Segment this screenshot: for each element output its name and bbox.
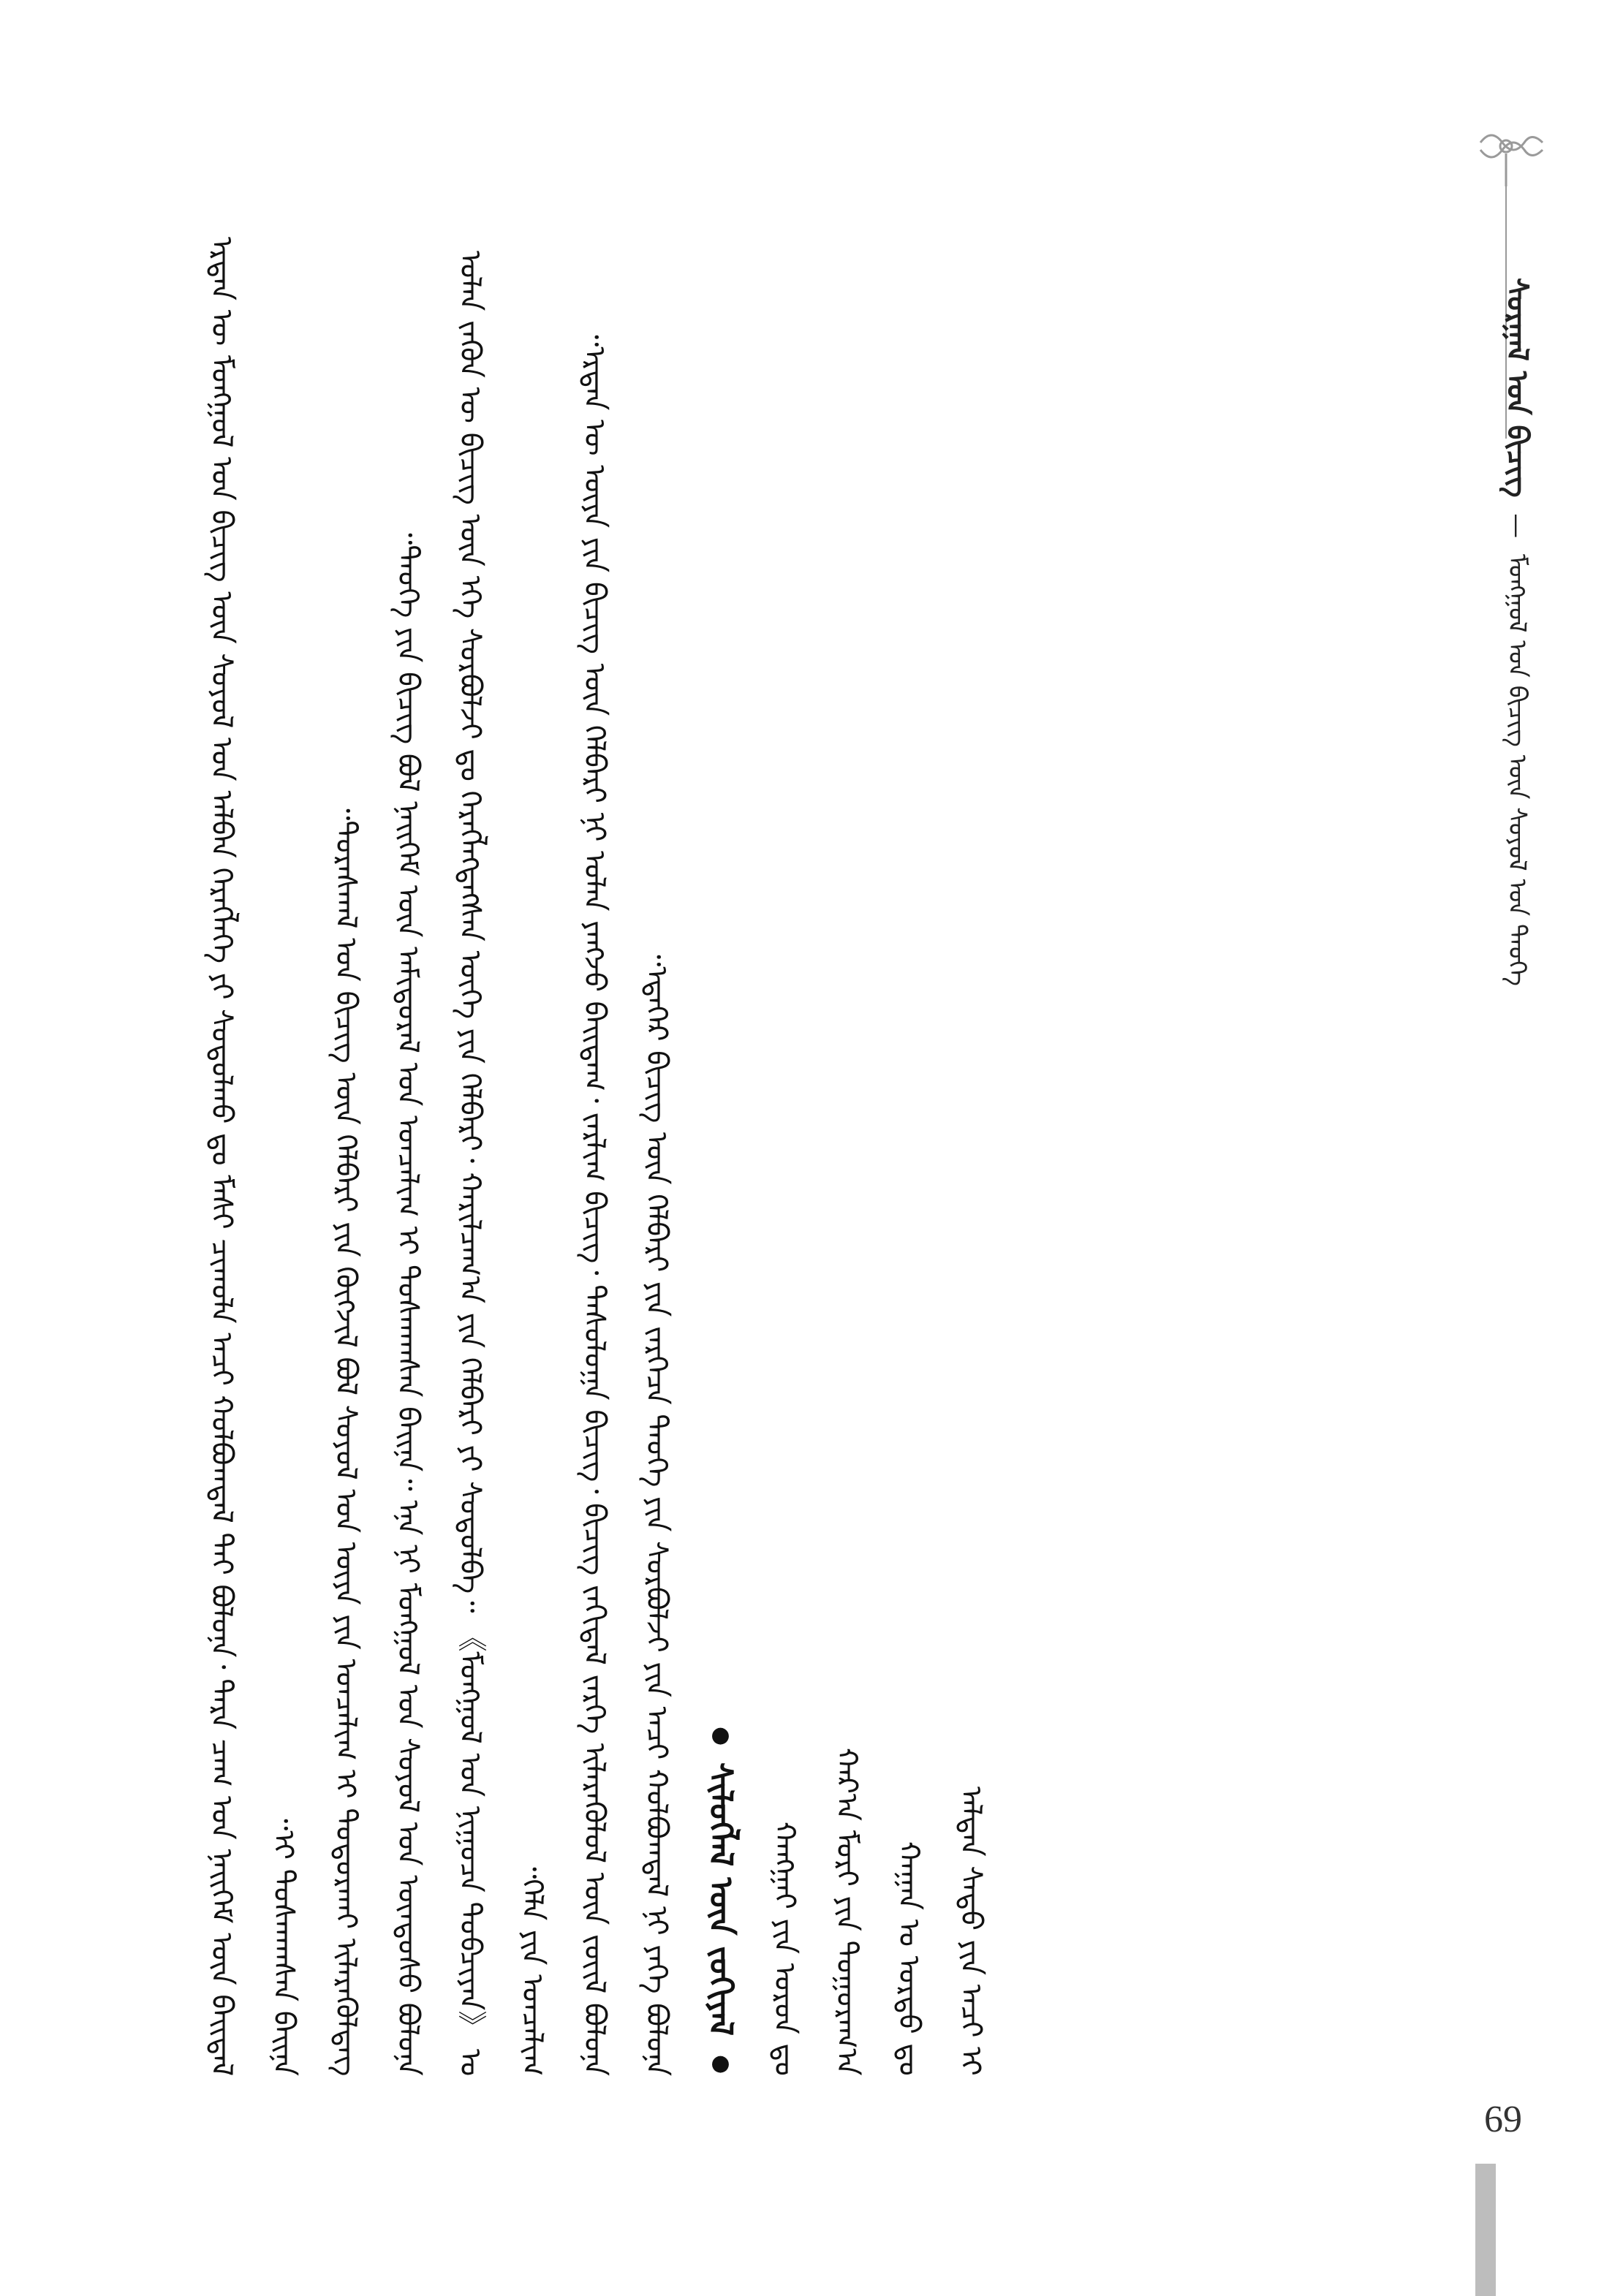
paragraph-3: ᠲᠡᠦᠬᠡ ᠶᠢᠨ ᠪᠢᠴᠢᠭ ᠪᠣᠯ ᠨᠡᠢᠭᠡᠮ ᠦᠨ ᠠᠮᠢᠳᠤᠷᠠᠯ ᠤᠨ ᠣᠨᠴᠠᠯᠢᠭ ᠢ ᠲᠤᠰᠬᠠᠭᠰᠠᠨ ᠪᠠᠢᠨᠠ᠃ ᠡᠨᠡ ᠨᠢ ᠮᠣᠩᠭᠣᠯ ᠤᠨ ᠰᠣᠶᠣᠯ ᠤᠨ ᠦᠨᠳᠦᠰᠦ ᠪᠣᠯᠤᠨᠠ᠃	[391, 526, 425, 2076]
poem-line-2: ᠬᠠᠷ᠎ᠠ ᠮᠣᠷᠢ ᠶᠢᠨ ᠲᠤᠭᠤᠷᠠᠭ᠎ᠠ	[830, 1748, 863, 2076]
paragraph-5: ᠡᠷᠲᠡᠨ ᠦ ᠦᠶᠡ ᠶᠢᠨ ᠪᠢᠴᠢᠭ ᠦᠨ ᠬᠡᠯᠪᠡᠷᠢ ᠨᠢ ᠣᠯᠠᠨ ᠶᠠᠩᠵᠤ ᠪᠠᠢᠳᠠᠭ᠂ ᠵᠠᠷᠯᠢᠭ ᠪᠢᠴᠢᠭ᠂ ᠲᠠᠰᠤᠯᠤᠭᠠ ᠪᠢᠴᠢᠭ᠂ ᠪᠢᠴᠢᠭ ᠵᠠᠬᠢᠳᠠᠯ ᠵᠡᠷᠭᠡ ᠢᠯᠡᠷᠡᠭᠦᠯᠦᠯ ᠦᠨ ᠵᠦᠢᠯ ᠪᠣᠯᠤᠨᠠ᠃	[578, 327, 611, 2076]
poem-line-4: ᠠᠯᠲᠠᠨ ᠰᠠᠳᠤ ᠶᠢᠨ ᠠᠴᠢ ᠢ	[954, 1787, 988, 2076]
paragraph-6: ᠡᠳᠡᠭᠡᠷ ᠪᠢᠴᠢᠭ ᠦᠨ ᠬᠡᠯᠪᠡᠷᠢ ᠶᠢᠨ ᠵᠡᠷᠭᠡᠴᠡ ᠲᠡᠦᠬᠡ ᠶᠢᠨ ᠰᠤᠷᠪᠤᠯᠵᠢ ᠶᠢᠨ ᠠᠴᠢ ᠬᠣᠯᠪᠣᠭᠳᠠᠯ ᠨᠢ ᠶᠡᠬᠡ ᠪᠣᠯᠤᠨᠠ᠃	[640, 947, 673, 2076]
paragraph-2: ᠳᠤᠷᠠᠰᠬᠠᠯ ᠤᠨ ᠪᠢᠴᠢᠭ ᠦᠨ ᠬᠡᠯᠪᠡᠷᠢ ᠶᠢᠨ ᠬᠥᠭᠵᠢᠯ ᠪᠣᠯ ᠰᠣᠶᠣᠯ ᠤᠨ ᠦᠶᠡ ᠶᠢᠨ ᠣᠨᠴᠠᠯᠢᠭ ᠢ ᠲᠣᠳᠣᠷᠬᠠᠶ ᠢᠯᠡᠷᠡᠭᠦᠯᠳᠡᠭ᠃	[329, 800, 363, 2076]
poem-line-3: ᠬᠠᠭᠠᠨ ᠤ ᠣᠷᠳᠣ ᠳᠤ	[892, 1841, 926, 2076]
section-heading	[687, 263, 753, 2076]
page-edge-tab	[1475, 2164, 1496, 2296]
paragraph-4: ᠣᠯᠠᠨ ᠵᠡᠭᠦᠨ ᠦ ᠪᠢᠴᠢᠭ ᠦᠨ ᠡᠬᠡ ᠰᠤᠷᠪᠤᠯᠵᠢ ᠳᠤ ᠬᠡᠷᠡᠭᠯᠡᠭᠳᠡᠭᠰᠡᠨ ᠦᠭᠡ ᠶᠢᠨ ᠬᠡᠯᠪᠡᠷᠢ᠂ ᠬᠠᠷᠢᠯᠴᠠᠭ᠎ᠠ ᠶᠢᠨ ᠬᠡᠯᠪᠡᠷᠢ ᠶᠢ ᠰᠤᠳᠤᠯᠪᠠ᠃ 《ᠮᠣᠩᠭᠣᠯ ᠤᠨ ᠨᠢᠭᠤᠴᠠ ᠲᠣᠪᠴᠢᠶᠠᠨ》 ᠤ ᠬᠡᠯᠡ ᠶᠢᠨ ᠣᠨᠴᠠᠯᠢᠭ᠃	[453, 250, 549, 2076]
running-head-bold: ᠰᠤᠷᠭᠠᠯ ᠤᠨ ᠪᠢᠴᠢᠭ	[1500, 278, 1534, 498]
section-heading-text: ᠰᠢᠯᠦᠭᠯᠡᠯ ᠦᠨ ᠵᠣᠬᠢᠶᠠᠯ	[702, 1762, 739, 2036]
bullet-icon: ●	[708, 2050, 733, 2076]
paragraph-1: ᠡᠷᠲᠡᠨ ᠦ ᠮᠣᠩᠭᠣᠯ ᠤᠨ ᠪᠢᠴᠢᠭ ᠦᠨ ᠰᠣᠶᠣᠯ ᠤᠨ ᠠᠯᠪᠠᠨ ᠬᠡᠷᠡᠭᠯᠡᠭᠡ ᠶᠢ ᠰᠤᠳᠤᠯᠬᠤ ᠳᠤ ᠮᠠᠰᠢ ᠴᠢᠬᠤᠯᠠ ᠠᠴᠢ ᠬᠣᠯᠪᠣᠭᠳᠠᠯ ᠲᠠᠢ ᠪᠣᠯᠤᠨᠠ᠂ ᠲᠡᠷᠡ ᠴᠠᠭ ᠤᠨ ᠨᠡᠢᠭᠡᠮ ᠦᠨ ᠪᠠᠢᠳᠠᠯ ᠢ ᠲᠤᠰᠬᠠᠭᠰᠠᠨ ᠪᠠᠢᠨᠠ᠃	[205, 236, 300, 2076]
bullet-icon: ●	[708, 1722, 733, 1748]
running-head: ᠰᠤᠷᠭᠠᠯ ᠤᠨ ᠪᠢᠴᠢᠭ — ᠮᠣᠩᠭᠣᠯ ᠤᠨ ᠪᠢᠴᠢᠭ ᠦᠨ ᠰᠣᠶᠣᠯ ᠤᠨ ᠲᠡᠦᠬᠡ	[1500, 278, 1534, 987]
body-text	[190, 234, 1433, 2076]
running-head-title: ᠮᠣᠩᠭᠣᠯ ᠤᠨ ᠪᠢᠴᠢᠭ ᠦᠨ ᠰᠣᠶᠣᠯ ᠤᠨ ᠲᠡᠦᠬᠡ	[1502, 553, 1532, 987]
ornament-flourish	[1466, 121, 1554, 194]
page-number: 69	[1484, 2099, 1522, 2140]
poem-line-1: ᠬᠠᠩᠭᠠᠢ ᠶᠢᠨ ᠣᠷᠣᠨ ᠳᠤ	[768, 1821, 801, 2076]
